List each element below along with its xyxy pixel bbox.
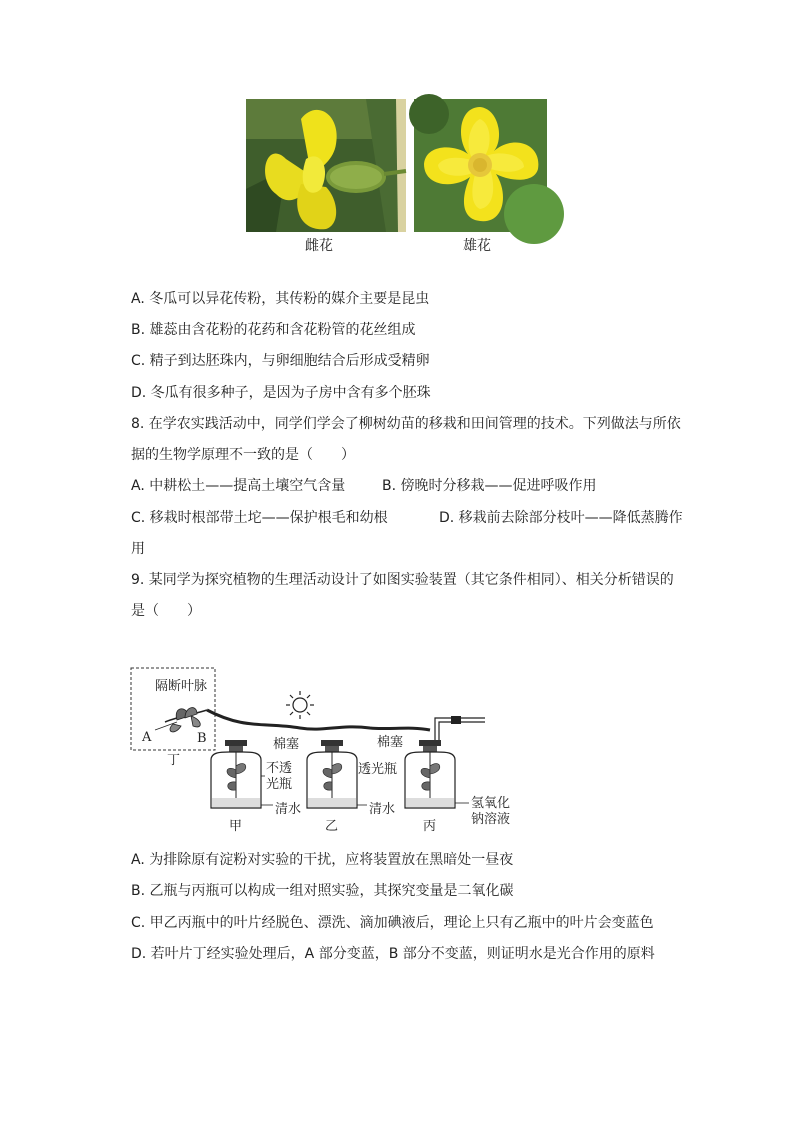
q8-stem-line2: 据的生物学原理不一致的是（ ） — [131, 447, 355, 463]
opaque-label-l1: 不透 — [266, 761, 293, 776]
q9-stem-line2: 是（ ） — [131, 603, 201, 619]
cotton-label-1: 棉塞 — [273, 737, 300, 752]
q8-option-c: C. 移栽时根部带土坨——保护根毛和幼根 — [131, 510, 388, 526]
naoh-label-l2: 钠溶液 — [471, 812, 511, 827]
q7-option-b: B. 雄蕊由含花粉的花药和含花粉管的花丝组成 — [131, 322, 416, 338]
q9-option-a: A. 为排除原有淀粉对实验的干扰，应将装置放在黑暗处一昼夜 — [131, 852, 514, 868]
female-flower-caption: 雌花 — [305, 238, 333, 254]
naoh-label-l1: 氢氧化 — [471, 796, 511, 811]
bottle-yi — [307, 740, 357, 808]
cotton-label-2: 棉塞 — [377, 735, 404, 750]
q9-option-b: B. 乙瓶与丙瓶可以构成一组对照实验，其探究变量是二氧化碳 — [131, 883, 514, 899]
q8-option-d-wrap: 用 — [131, 541, 145, 557]
leaf-cut-label: 隔断叶脉 — [155, 679, 208, 694]
ding-label: 丁 — [167, 753, 181, 768]
q7-option-d: D. 冬瓜有很多种子，是因为子房中含有多个胚珠 — [131, 385, 431, 401]
point-b-label: B — [197, 731, 207, 746]
q9-option-c: C. 甲乙丙瓶中的叶片经脱色、漂洗、滴加碘液后，理论上只有乙瓶中的叶片会变蓝色 — [131, 915, 654, 931]
q8-stem-line1: 8. 在学农实践活动中，同学们学会了柳树幼苗的移栽和田间管理的技术。下列做法与所依 — [131, 416, 681, 432]
yi-label: 乙 — [325, 819, 339, 834]
q8-option-b: B. 傍晚时分移栽——促进呼吸作用 — [382, 478, 597, 494]
male-flower-photo — [414, 99, 547, 232]
jia-label: 甲 — [229, 819, 243, 834]
female-flower-photo — [246, 99, 406, 232]
sun-icon — [286, 691, 314, 719]
q8-option-d: D. 移栽前去除部分枝叶——降低蒸腾作 — [439, 510, 683, 526]
water-label-1: 清水 — [275, 802, 302, 817]
q9-stem-line1: 9. 某同学为探究植物的生理活动设计了如图实验装置（其它条件相同）、相关分析错误的 — [131, 572, 674, 588]
transparent-label: 透光瓶 — [358, 762, 398, 777]
q9-option-d: D. 若叶片丁经实验处理后，A 部分变蓝，B 部分不变蓝，则证明水是光合作用的原料 — [131, 946, 655, 962]
water-label-2: 清水 — [369, 802, 396, 817]
q7-option-c: C. 精子到达胚珠内，与卵细胞结合后形成受精卵 — [131, 353, 430, 369]
opaque-label-l2: 光瓶 — [266, 777, 293, 792]
q8-option-a: A. 中耕松土——提高土壤空气含量 — [131, 478, 346, 494]
q7-option-a: A. 冬瓜可以异花传粉，其传粉的媒介主要是昆虫 — [131, 291, 430, 307]
point-a-label: A — [142, 730, 152, 745]
bottle-jia — [211, 740, 261, 808]
bing-label: 丙 — [423, 819, 437, 834]
experiment-diagram — [125, 660, 511, 840]
male-flower-caption: 雄花 — [463, 238, 491, 254]
